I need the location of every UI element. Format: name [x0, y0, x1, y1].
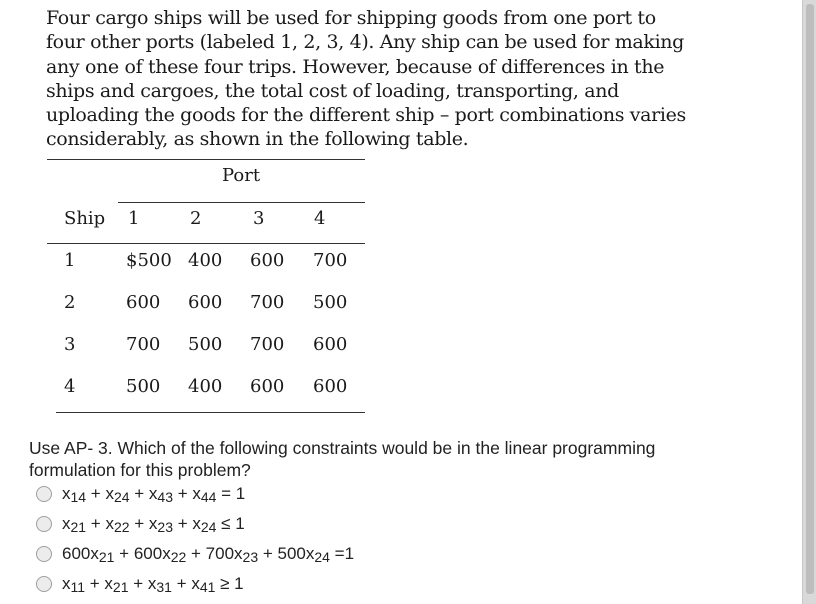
- variable: x: [104, 573, 113, 593]
- port-header: Port: [222, 165, 261, 186]
- cost-cell: 700: [126, 334, 161, 355]
- cost-cell: $500: [126, 250, 172, 271]
- cost-cell: 600: [250, 250, 285, 271]
- operator: +: [186, 543, 206, 563]
- variable: x: [191, 573, 200, 593]
- variable: x: [192, 483, 201, 503]
- problem-line: Four cargo ships will be used for shipping goods from one port to: [46, 7, 656, 29]
- option-label: [62, 484, 245, 505]
- port-label: 3: [253, 208, 265, 229]
- operator: +: [114, 543, 134, 563]
- variable: x: [105, 513, 114, 533]
- ship-label: 1: [64, 250, 76, 271]
- subscript: 24: [113, 488, 130, 505]
- port-label: 1: [128, 208, 140, 229]
- cost-cell: 400: [188, 376, 223, 397]
- variable: x: [105, 483, 114, 503]
- variable: x: [62, 483, 71, 503]
- scrollbar[interactable]: [802, 0, 816, 604]
- radio-button[interactable]: [36, 516, 52, 532]
- subscript: 21: [98, 548, 115, 565]
- variable: x: [148, 513, 158, 533]
- cost-cell: 500: [126, 376, 161, 397]
- operator: = 1: [216, 483, 246, 503]
- operator: +: [171, 573, 192, 593]
- port-header-rule: [118, 202, 365, 203]
- subscript: 23: [157, 518, 173, 535]
- variable: x: [148, 483, 158, 503]
- scrollbar-thumb[interactable]: [806, 4, 814, 594]
- variable: 700x: [205, 543, 243, 563]
- answer-option[interactable]: [36, 542, 354, 566]
- ship-label: 3: [64, 334, 76, 355]
- problem-line: any one of these four trips. However, because of differences in the: [46, 55, 665, 78]
- radio-button[interactable]: [36, 486, 52, 502]
- ship-label: 2: [64, 292, 76, 313]
- option-label: [62, 544, 354, 565]
- cost-cell: 600: [188, 292, 223, 313]
- operator: +: [86, 513, 106, 533]
- operator: +: [129, 513, 149, 533]
- cost-cell: 600: [126, 292, 161, 313]
- question-line: Use AP- 3. Which of the following constraints would be in the linear programming: [29, 438, 656, 458]
- operator: +: [86, 483, 106, 503]
- answer-option[interactable]: [36, 482, 245, 506]
- subscript: 44: [200, 488, 217, 505]
- operator: +: [172, 513, 193, 533]
- cost-cell: 600: [313, 376, 348, 397]
- problem-line: four other ports (labeled 1, 2, 3, 4). Any ship can be used for making: [46, 31, 684, 54]
- subscript: 21: [112, 578, 129, 595]
- operator: ≥ 1: [215, 573, 244, 593]
- port-label: 4: [314, 208, 326, 229]
- variable: 600x: [62, 543, 99, 563]
- column-header-rule: [47, 243, 365, 244]
- cost-cell: 500: [188, 334, 223, 355]
- question-line: formulation for this problem?: [29, 460, 251, 480]
- subscript: 22: [170, 548, 187, 565]
- operator: +: [172, 483, 193, 503]
- cost-cell: 700: [313, 250, 348, 271]
- answer-option[interactable]: [36, 512, 245, 536]
- variable: x: [147, 573, 157, 593]
- question-text: [29, 437, 749, 481]
- table-bottom-rule: [56, 412, 365, 413]
- operator: ≤ 1: [216, 513, 245, 533]
- option-label: [62, 574, 244, 595]
- answer-option[interactable]: [36, 572, 244, 596]
- cost-cell: 700: [250, 292, 285, 313]
- operator: +: [128, 573, 148, 593]
- ship-label: 4: [64, 376, 76, 397]
- subscript: 43: [157, 488, 173, 505]
- variable: x: [62, 573, 71, 593]
- table-top-rule: [47, 159, 365, 160]
- operator: +: [258, 543, 278, 563]
- cost-cell: 600: [313, 334, 348, 355]
- cost-cell: 500: [313, 292, 348, 313]
- subscript: 24: [314, 548, 330, 565]
- subscript: 14: [70, 488, 87, 505]
- variable: x: [192, 513, 201, 533]
- problem-line: ships and cargoes, the total cost of loading, transporting, and: [46, 79, 619, 102]
- subscript: 31: [156, 578, 172, 595]
- operator: +: [85, 573, 105, 593]
- cost-cell: 400: [188, 250, 223, 271]
- ship-header: Ship: [64, 208, 106, 229]
- radio-button[interactable]: [36, 546, 52, 562]
- variable: x: [62, 513, 71, 533]
- subscript: 41: [199, 578, 216, 595]
- subscript: 11: [70, 578, 86, 595]
- port-label: 2: [190, 208, 202, 229]
- cost-cell: 700: [250, 334, 285, 355]
- radio-button[interactable]: [36, 576, 52, 592]
- cost-cell: 600: [250, 376, 285, 397]
- subscript: 21: [70, 518, 87, 535]
- operator: +: [129, 483, 149, 503]
- variable: 600x: [133, 543, 171, 563]
- operator: =1: [329, 543, 355, 563]
- option-label: [62, 514, 245, 535]
- subscript: 24: [200, 518, 217, 535]
- problem-line: considerably, as shown in the following table.: [46, 128, 469, 151]
- subscript: 23: [242, 548, 259, 565]
- variable: 500x: [277, 543, 315, 563]
- problem-statement: [46, 6, 686, 152]
- subscript: 22: [113, 518, 130, 535]
- problem-line: uploading the goods for the different ship – port combinations varies: [46, 104, 686, 127]
